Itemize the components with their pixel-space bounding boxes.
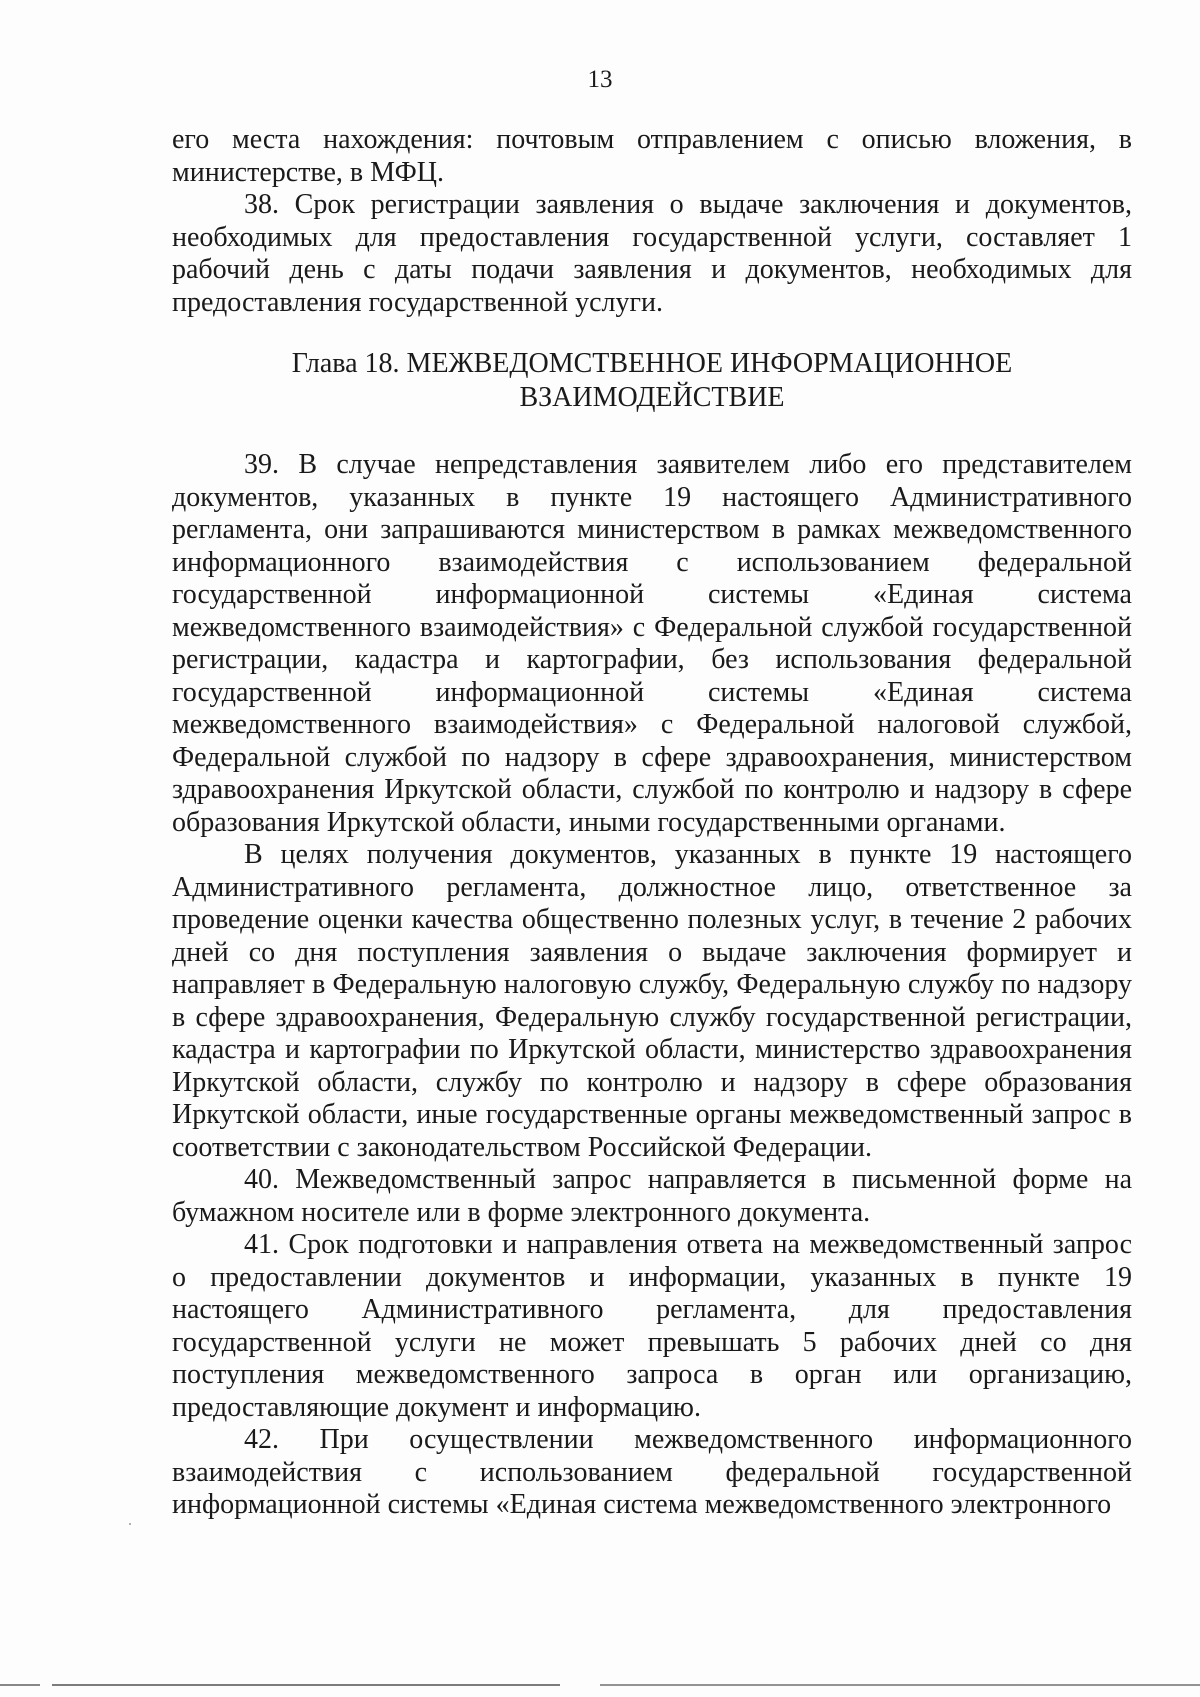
scan-edge-line	[0, 1684, 1200, 1686]
scan-speck	[129, 1523, 131, 1525]
document-body	[172, 124, 1132, 1522]
paragraph-38: 38. Срок регистрации заявления о выдаче заключения и документов, необходимых для предоставления государственной услуги, составляет 1 рабочий день с даты подачи заявления и документов, необходимых для предоставления государственной услуги.	[172, 189, 1132, 318]
paragraph-39-continued: В целях получения документов, указанных в пункте 19 настоящего Административного регламента, должностное лицо, ответственное за проведение оценки качества общественно полезных услуг, в течение 2 рабочих дней со дня поступления заявления о выдаче заключения формирует и направляет в Федеральную налоговую службу, Федеральную службу по надзору в сфере здравоохранения, Федеральную службу государственной регистрации, кадастра и картографии по Иркутской области, министерство здравоохранения Иркутской области, службу по контролю и надзору в сфере образования Иркутской области, иные государственные органы межведомственный запрос в соответствии с законодательством Российской Федерации.	[172, 839, 1132, 1163]
paragraph-39: 39. В случае непредставления заявителем либо его представителем документов, указанных в пункте 19 настоящего Административного регламента, они запрашиваются министерством в рамках межведомственного информационного взаимодействия с использованием федеральной государственной информационной системы «Единая система межведомственного взаимодействия» с Федеральной службой государственной регистрации, кадастра и картографии, без использования федеральной государственной информационной системы «Единая система межведомственного взаимодействия» с Федеральной налоговой службой, Федеральной службой по надзору в сфере здравоохранения, министерством здравоохранения Иркутской области, службой по контролю и надзору в сфере образования Иркутской области, иными государственными органами.	[172, 449, 1132, 838]
page-number: 13	[587, 66, 613, 93]
paragraph-41: 41. Срок подготовки и направления ответа на межведомственный запрос о предоставлении документов и информации, указанных в пункте 19 настоящего Административного регламента, для предоставления государственной услуги не может превышать 5 рабочих дней со дня поступления межведомственного запроса в орган или организацию, предоставляющие документ и информацию.	[172, 1229, 1132, 1423]
chapter-title-line-2: ВЗАИМОДЕЙСТВИЕ	[519, 382, 785, 413]
paragraph-continuation: его места нахождения: почтовым отправлением с описью вложения, в министерстве, в МФЦ.	[172, 124, 1132, 188]
chapter-title-line-1: Глава 18. МЕЖВЕДОМСТВЕННОЕ ИНФОРМАЦИОННОЕ	[291, 348, 1013, 379]
paragraph-40: 40. Межведомственный запрос направляется в письменной форме на бумажном носителе или в форме электронного документа.	[172, 1164, 1132, 1228]
chapter-title	[172, 347, 1132, 415]
paragraph-42: 42. При осуществлении межведомственного информационного взаимодействия с использованием федеральной государственной информационной системы «Единая система межведомственного электронного	[172, 1424, 1132, 1520]
